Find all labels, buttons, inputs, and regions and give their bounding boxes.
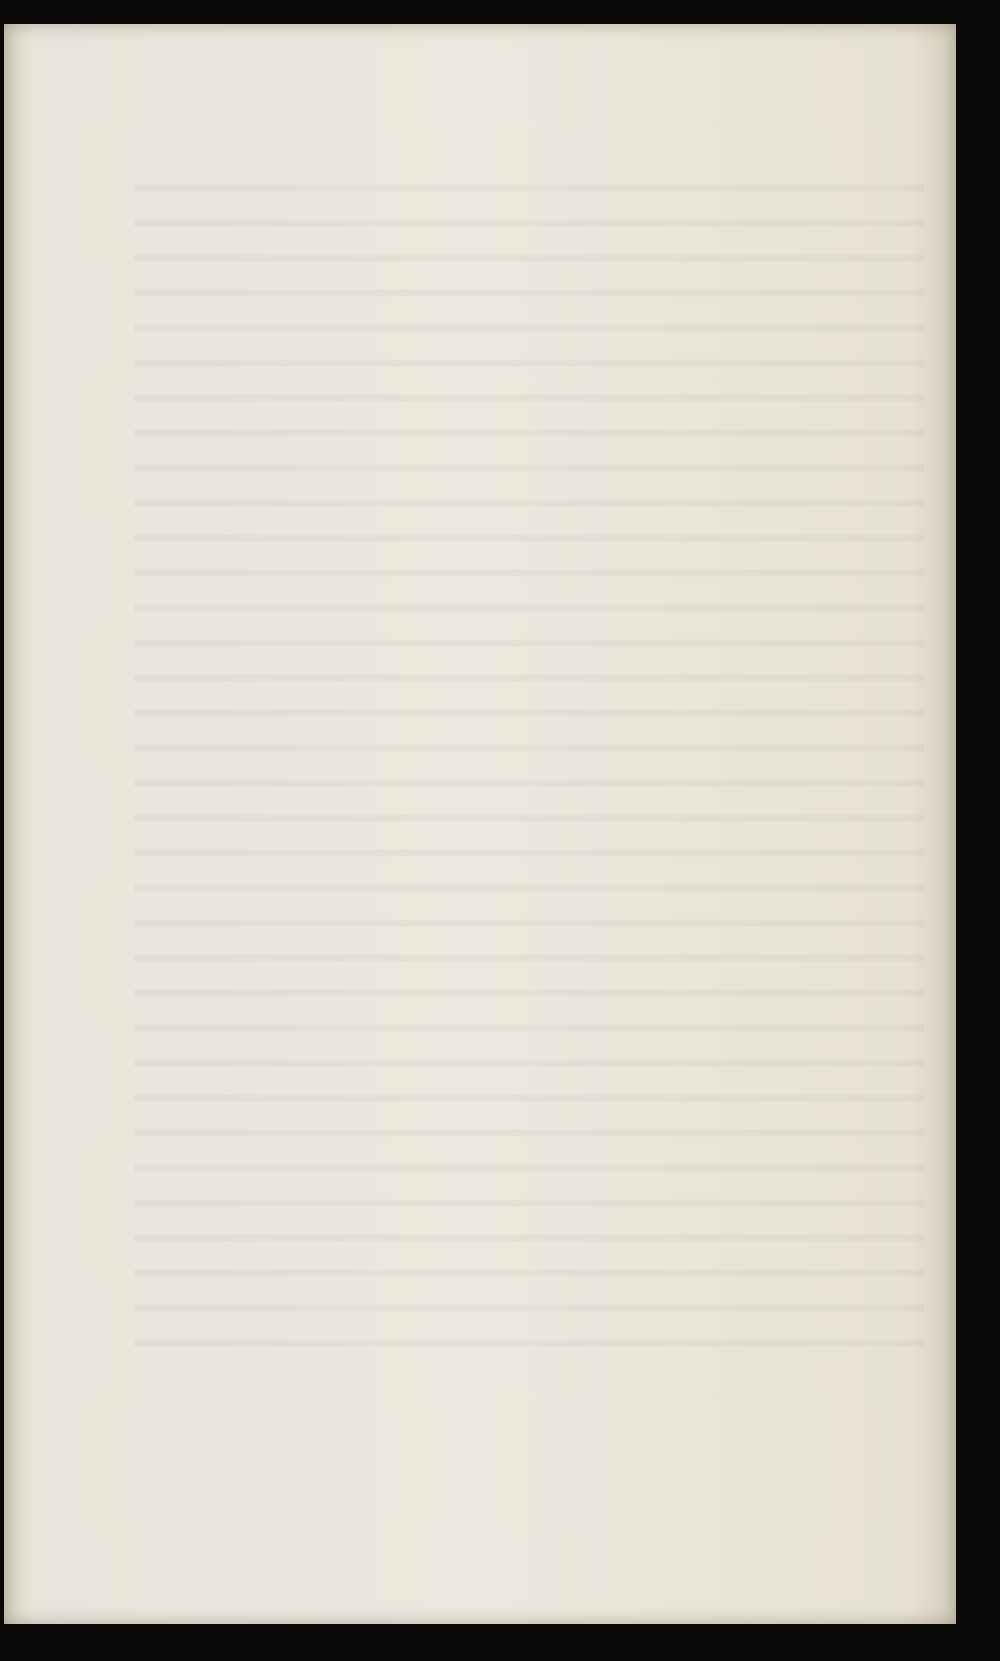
drop-cap-entry-line1 bbox=[160, 104, 800, 138]
bleed-through-texture bbox=[134, 164, 924, 1364]
drop-cap-entry-body bbox=[160, 104, 800, 138]
drop-cap-entry bbox=[80, 104, 800, 138]
book-page bbox=[4, 24, 956, 1624]
drop-cap bbox=[80, 108, 160, 138]
page-text bbox=[80, 100, 800, 138]
